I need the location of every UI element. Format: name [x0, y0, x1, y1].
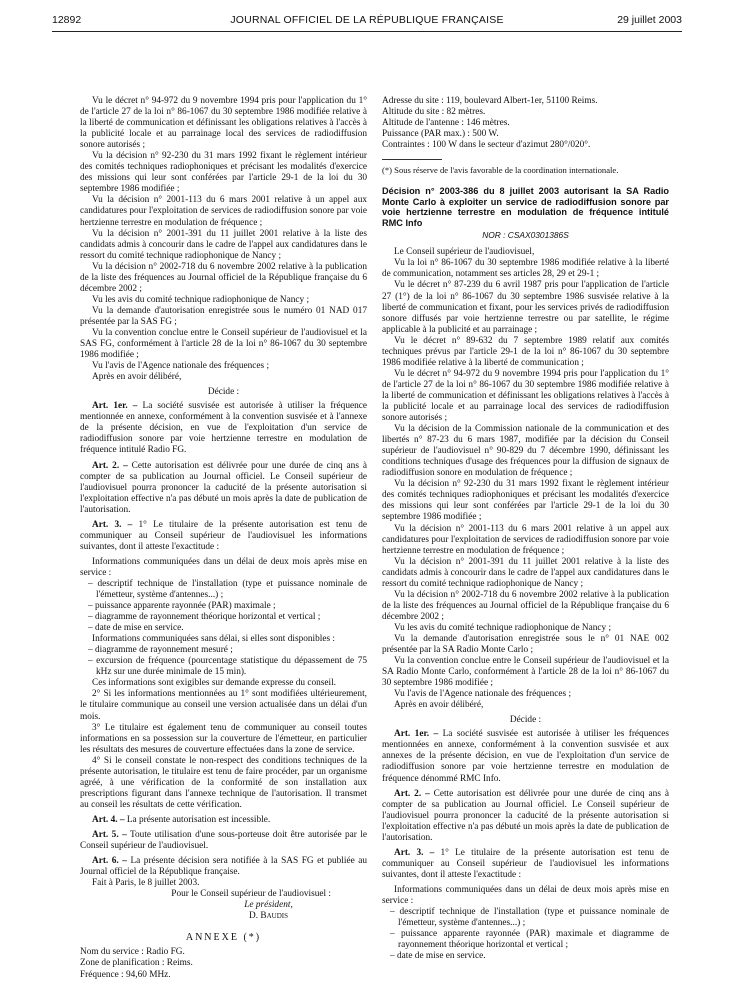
info-list-item: – diagramme de rayonnement mesuré ;	[80, 645, 367, 656]
visa-paragraph: Le Conseil supérieur de l'audiovisuel,	[394, 247, 535, 258]
header-rule	[52, 31, 682, 32]
visa-paragraph: Vu la décision n° 92-230 du 31 mars 1992 fixant le règlement intérieur des comités techniques radiophoniques et précisant les modalités d'exercice des missions qui leur sont conférées par l'article 29-1 de la loi du 30 septembre 1986 modifiée ;	[382, 479, 669, 523]
visa-paragraph: Vu la décision n° 92-230 du 31 mars 1992 fixant le règlement intérieur des comités techniques radiophoniques et précisant les modalités d'exercice des missions qui leur sont conférées par l'article 29-1 de la loi du 30 septembre 1986 modifiée ;	[80, 151, 367, 195]
article-4-text: La présente autorisation est incessible.	[126, 814, 271, 825]
annexe-lines	[80, 947, 367, 980]
article-3-rmc-label: Art. 3. –	[394, 847, 435, 858]
visa-paragraph: Vu la décision n° 2001-391 du 11 juillet 2001 relative à la liste des candidats admis à concourir dans le cadre de l'appel aux candidatures dans le ressort du comité technique radiophonique de Nancy ;	[80, 228, 367, 261]
annexe-line: Altitude du site : 82 mètres.	[382, 107, 486, 118]
annexe-title: ANNEXE (*)	[185, 932, 262, 944]
right-column	[382, 96, 669, 962]
visa-paragraph: Après en avoir délibéré,	[92, 372, 182, 383]
visa-paragraph: Vu le décret n° 89-632 du 7 septembre 1989 relatif aux comités techniques prévus par l'article 29-1 de la loi n° 86-1067 du 30 septembre 1986 modifiée relative à la liberté de communication ;	[382, 335, 669, 368]
article-3-label: Art. 3. –	[92, 519, 133, 530]
visa-paragraph: Vu la décision n° 2002-718 du 6 novembre 2002 relative à la publication de la liste des fréquences au Journal officiel de la République française du 6 décembre 2002 ;	[80, 261, 367, 294]
info-list-2	[80, 645, 367, 678]
article-2-rmc-text: Cette autorisation est délivrée pour une durée de cinq ans à compter de sa publication au Journal officiel. Le Conseil supérieur de l'audiovisuel pourra prononcer la caducité de la présente autorisation si l'exploitation effective n'a pas débuté un mois après la date de publication de l'autorisation.	[382, 788, 669, 843]
footnote: (*) Sous réserve de l'avis favorable de la coordination internationale.	[382, 165, 619, 176]
visa-paragraph: Vu la décision n° 2001-391 du 11 juillet 2001 relative à la liste des candidats admis à concourir dans le cadre de l'appel aux candidatures dans le ressort du comité technique radiophonique de Nancy ;	[382, 556, 669, 589]
annexe-line: Altitude de l'antenne : 146 mètres.	[382, 118, 510, 129]
article-3-paragraph: 4° Si le conseil constate le non-respect des conditions techniques de la présente autorisation, le titulaire est tenu de faire procéder, par un organisme agréé, à une vérification de la conformité de son installation aux prescriptions figurant dans l'annexe technique de l'autorisation. Il transmet au conseil les résultats de cette vérification.	[80, 755, 367, 810]
article-2-label: Art. 2. –	[92, 460, 128, 471]
info-list-item: – puissance apparente rayonnée (PAR) maximale ;	[80, 601, 367, 612]
article-3-text: 1° Le titulaire de la présente autorisation est tenu de communiquer au Conseil supérieur de l'audiovisuel les informations suivantes, dont il atteste l'exactitude :	[80, 519, 367, 552]
right-visas	[382, 247, 669, 711]
signature-name: D. Baudis	[249, 911, 288, 922]
visa-paragraph: Vu la convention conclue entre le Conseil supérieur de l'audiovisuel et la SAS FG, conformément à l'article 28 de la loi n° 86-1067 du 30 septembre 1986 modifiée ;	[80, 327, 367, 361]
decide-heading: Décide :	[207, 387, 240, 398]
page-number: 12892	[52, 14, 82, 26]
article-1-rmc-label: Art. 1er. –	[394, 729, 439, 740]
visa-paragraph: Vu la décision n° 2001-113 du 6 mars 2001 relative à un appel aux candidatures pour l'exploitation de services de radiodiffusion sonore par voie hertzienne terrestre en modulation de fréquence ;	[80, 195, 367, 228]
nor-reference: NOR : CSAX0301386S	[482, 230, 569, 241]
annexe-line: Adresse du site : 119, boulevard Albert-1er, 51100 Reims.	[382, 96, 598, 106]
article-3-rmc	[382, 848, 669, 881]
annexe-line: Contraintes : 100 W dans le secteur d'azimut 280°/020°.	[382, 140, 591, 151]
article-3-paragraph: 2° Si les informations mentionnées au 1° sont modifiées ultérieurement, le titulaire communique au conseil une version actualisée dans un délai d'un mois.	[80, 689, 367, 722]
decide-heading-2: Décide :	[509, 715, 542, 726]
visa-paragraph: Vu le décret n° 87-239 du 6 avril 1987 pris pour l'application de l'article 27 (1°) de la loi n° 86-1067 du 30 septembre 1986 susvisée relative à la liberté de communication et fixant, pour les services privés de radiodiffusion sonore diffusés par voie hertzienne terrestre ou par satellite, le régime applicable à la publicité et au parrainage ;	[382, 280, 669, 335]
info-list-item: – date de mise en service.	[382, 951, 669, 962]
article-2-rmc	[382, 789, 669, 844]
visa-paragraph: Après en avoir délibéré,	[394, 700, 484, 711]
info-list-1	[80, 579, 367, 634]
annexe-line: Nom du service : Radio FG.	[80, 947, 185, 958]
article-1-label: Art. 1er. –	[92, 401, 138, 412]
article-2-text: Cette autorisation est délivrée pour une durée de cinq ans à compter de sa publication au Journal officiel. Le Conseil supérieur de l'audiovisuel pourra prononcer la caducité de la présente autorisation si l'exploitation effective n'a pas débuté un mois après la date de publication de l'autorisation.	[80, 460, 367, 515]
visa-paragraph: Vu les avis du comité technique radiophonique de Nancy ;	[92, 294, 310, 305]
visa-paragraph: Vu la demande d'autorisation enregistrée sous le n° 01 NAE 002 présentée par la SA Radio Monte Carlo ;	[382, 633, 669, 656]
info-list-item: – excursion de fréquence (pourcentage statistique du dépassement de 75 kHz sur une durée minimale de 15 min).	[80, 656, 367, 678]
footnote-separator	[382, 159, 442, 160]
article-4-label: Art. 4. –	[92, 814, 125, 825]
article-1-rmc	[382, 729, 669, 784]
info-delay-rmc: Informations communiquées dans un délai de deux mois après mise en service :	[382, 884, 669, 906]
article-1-text: La société susvisée est autorisée à utiliser la fréquence mentionnée en annexe, conformément à la convention susvisée et à l'annexe de la présente décision, en vue de l'exploitation d'un service de radiodiffusion sonore par voie hertzienne terrestre en modulation de fréquence intitulé Radio FG.	[80, 401, 367, 456]
article-2	[80, 461, 367, 516]
annexe-line: Fréquence : 94,60 MHz.	[80, 969, 171, 980]
visa-paragraph: Vu la demande d'autorisation enregistrée sous le numéro 01 NAD 017 présentée par la SAS FG ;	[80, 305, 367, 327]
info-list-rmc	[382, 907, 669, 962]
article-2-rmc-label: Art. 2. –	[394, 788, 430, 799]
visa-paragraph: Vu la décision n° 2002-718 du 6 novembre 2002 relative à la publication de la liste des fréquences au Journal officiel de la République française du 6 décembre 2002 ;	[382, 589, 669, 622]
annexe-line: Zone de planification : Reims.	[80, 958, 193, 969]
article-1	[80, 401, 367, 456]
article-5	[80, 830, 367, 852]
issue-date: 29 juillet 2003	[617, 14, 682, 26]
article-6	[80, 856, 367, 878]
decision-title: Décision n° 2003-386 du 8 juillet 2003 autorisant la SA Radio Monte Carlo à exploiter un service de radiodiffusion sonore par voie hertzienne terrestre en modulation de fréquence intitulé RMC Info	[382, 186, 669, 228]
visa-paragraph: Vu le décret n° 94-972 du 9 novembre 1994 pris pour l'application du 1° de l'article 27 de la loi n° 86-1067 du 30 septembre 1986 modifiée relative à la liberté de communication et définissant les obligations relatives à l'accès à la publicité locale et au parrainage local des services de radiodiffusion sonore autorisés ;	[80, 96, 367, 151]
info-list-item: – puissance apparente rayonnée (PAR) maximale et diagramme de rayonnement théorique horizontal et vertical ;	[382, 929, 669, 951]
signature-role: Le président,	[244, 900, 293, 911]
info-nodelay: Informations communiquées sans délai, si elles sont disponibles :	[92, 634, 335, 645]
visa-paragraph: Vu la loi n° 86-1067 du 30 septembre 1986 modifiée relative à la liberté de communication, notamment ses articles 28, 29 et 29-1 ;	[382, 258, 669, 280]
visa-paragraph: Vu la décision n° 2001-113 du 6 mars 2001 relative à un appel aux candidatures pour l'exploitation de services de radiodiffusion sonore par voie hertzienne terrestre en modulation de fréquence ;	[382, 523, 669, 556]
article-3-paragraph: Ces informations sont exigibles sur demande expresse du conseil.	[92, 678, 336, 689]
info-list-item: – descriptif technique de l'installation (type et puissance nominale de l'émetteur, système d'antennes...) ;	[80, 579, 367, 601]
article-3	[80, 520, 367, 553]
article-5-text: Toute utilisation d'une sous-porteuse doit être autorisée par le Conseil supérieur de l'audiovisuel.	[80, 830, 368, 852]
article-6-text: La présente décision sera notifiée à la SAS FG et publiée au Journal officiel de la République française.	[80, 856, 368, 878]
annexe-line: Puissance (PAR max.) : 500 W.	[382, 129, 499, 140]
info-list-item: – diagramme de rayonnement théorique horizontal et vertical ;	[80, 612, 367, 623]
signature-for: Pour le Conseil supérieur de l'audiovisuel :	[171, 889, 331, 900]
article-3-paragraph: 3° Le titulaire est également tenu de communiquer au conseil toutes informations en sa possession sur la couverture de l'émetteur, en particulier les résultats des mesures de couverture effectuées dans la zone de service.	[80, 722, 367, 755]
journal-title: JOURNAL OFFICIEL DE LA RÉPUBLIQUE FRANÇAISE	[230, 14, 504, 26]
visa-paragraph: Vu l'avis de l'Agence nationale des fréquences ;	[394, 689, 572, 700]
article-1-rmc-text: La société susvisée est autorisée à utiliser les fréquences mentionnées en annexe, conformément à la convention susvisée et aux annexes de la présente décision, en vue de l'exploitation d'un service de radiodiffusion sonore par voie hertzienne terrestre en modulation de fréquence dénommé RMC Info.	[382, 729, 670, 784]
visa-paragraph: Vu l'avis de l'Agence nationale des fréquences ;	[92, 361, 270, 372]
info-list-item: – date de mise en service.	[80, 623, 367, 634]
article-5-label: Art. 5. –	[92, 830, 127, 840]
article-4	[80, 815, 367, 826]
visa-paragraph: Vu la convention conclue entre le Conseil supérieur de l'audiovisuel et la SA Radio Monte Carlo, conformément à l'article 28 de la loi n° 86-1067 du 30 septembre 1986 modifiée ;	[382, 656, 669, 689]
article-3-points	[80, 678, 367, 811]
article-3-rmc-text: 1° Le titulaire de la présente autorisation est tenu de communiquer au Conseil supérieur de l'audiovisuel les informations suivantes, dont il atteste l'exactitude :	[382, 847, 669, 880]
article-6-label: Art. 6. –	[92, 856, 127, 867]
visa-paragraph: Vu les avis du comité technique radiophonique de Nancy ;	[394, 622, 612, 633]
done-at: Fait à Paris, le 8 juillet 2003.	[92, 878, 200, 889]
left-column	[80, 96, 367, 981]
info-list-item: – descriptif technique de l'installation (type et puissance nominale de l'émetteur, système d'antennes...) ;	[382, 907, 669, 929]
info-delay: Informations communiquées dans un délai de deux mois après mise en service :	[80, 556, 367, 578]
visa-paragraph: Vu la décision de la Commission nationale de la communication et des libertés n° 87-23 du 6 mars 1987, modifiée par la décision du Conseil supérieur de l'audiovisuel n° 90-829 du 7 décembre 1990, définissant les conditions techniques d'usage des fréquences pour la diffusion de signaux de radiodiffusion sonore en modulation de fréquence ;	[382, 424, 669, 479]
page-header	[52, 14, 682, 32]
annexe-continued	[382, 96, 669, 151]
visa-paragraph: Vu le décret n° 94-972 du 9 novembre 1994 pris pour l'application du 1° de l'article 27 de la loi n° 86-1067 du 30 septembre 1986 modifiée relative à la liberté de communication et définissant les obligations relatives à l'accès à la publicité locale et au parrainage local des services de radiodiffusion sonore autorisés ;	[382, 368, 669, 424]
left-visas	[80, 96, 367, 383]
